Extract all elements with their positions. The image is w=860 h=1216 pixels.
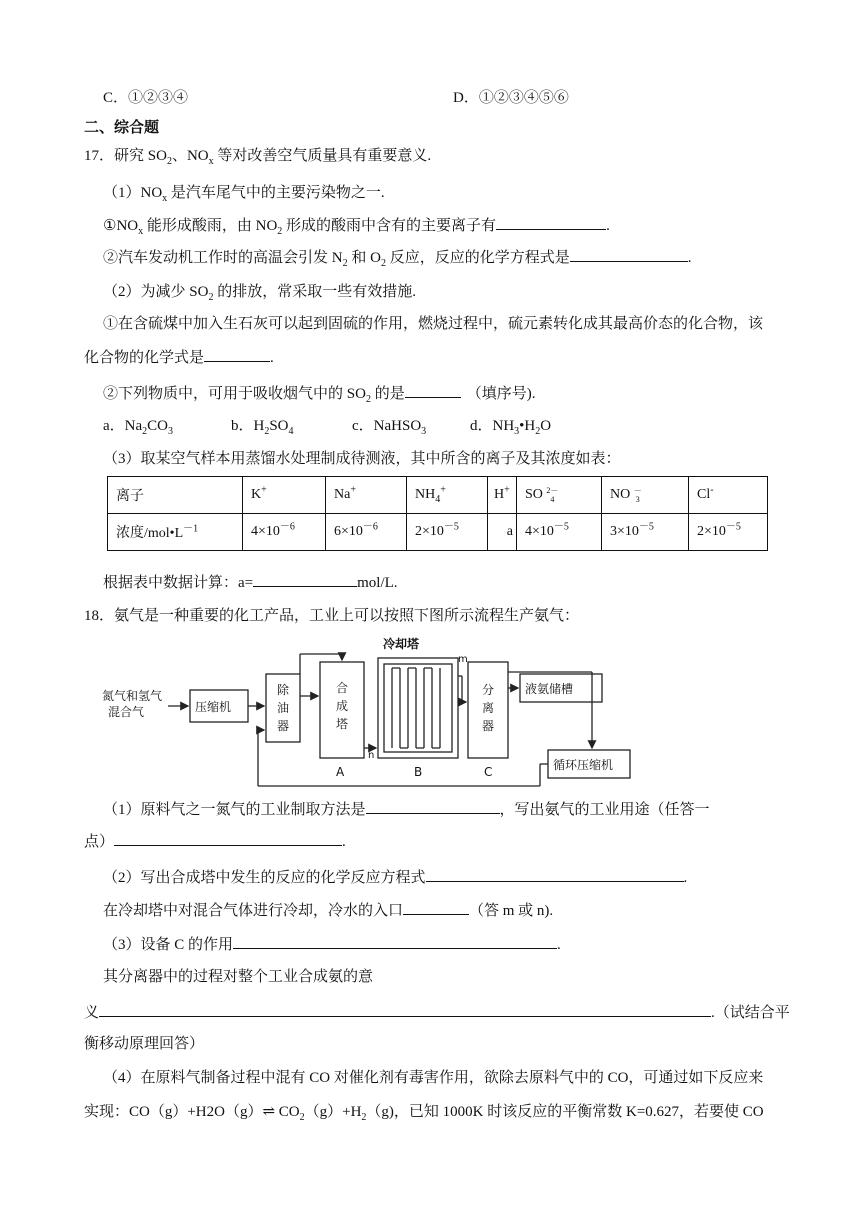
- table-cell: Cl-: [689, 477, 768, 514]
- q17-part1: $(1)NO_x$ 是汽车尾气中的主要污染物之一.: [103, 185, 385, 204]
- q18-text: 实现：CO（g）+H2O（g）⇌ CO: [84, 1104, 300, 1120]
- q18-text: （2）写出合成塔中发生的反应的化学反应方程式: [103, 870, 426, 886]
- q18-part2-cooling: [103, 899, 553, 921]
- q17-text: ①NO: [103, 218, 139, 234]
- section-title: 二、综合题: [84, 118, 160, 136]
- table-cell: [602, 514, 689, 551]
- diagram-label-a: A: [336, 765, 345, 779]
- cell-text: 4×10: [251, 524, 280, 539]
- cell-text: SO: [525, 487, 543, 503]
- cell-text: 6×10: [334, 524, 363, 539]
- q17-text: 的是: [370, 386, 405, 402]
- answer-blank[interactable]: [204, 346, 270, 362]
- diagram-label-c: C: [484, 765, 493, 779]
- q17-text: 反应，反应的化学方程式是: [385, 250, 570, 266]
- q18-text: （g)，已知 1000K 时该反应的平衡常数 K=0.627，若要使 CO: [366, 1104, 764, 1120]
- table-cell: SO 2－ 4: [517, 477, 602, 514]
- q18-part3-line3: [84, 1001, 790, 1023]
- answer-blank[interactable]: [496, 214, 606, 230]
- option-c-label: C．: [103, 90, 129, 106]
- diagram-label-n: n: [368, 750, 375, 761]
- q17-text: ②下列物质中，可用于吸收烟气中的 SO: [103, 386, 366, 402]
- q18-part2: [103, 866, 687, 888]
- cell-text: 2×10: [697, 524, 726, 539]
- diagram-label-m: m: [458, 654, 468, 665]
- q18-number: 18．: [84, 608, 115, 624]
- q18-part3: [103, 933, 561, 955]
- table-cell: $NH_4^+$: [407, 477, 488, 514]
- answer-blank[interactable]: [426, 866, 684, 882]
- q18-text: .: [683, 870, 688, 886]
- cell-text: K: [251, 487, 262, 502]
- cell-text: NO: [610, 487, 631, 503]
- q18-text: （g）+H: [304, 1104, 362, 1120]
- q18-text: 氨气是一种重要的化工产品，工业上可以按照下图所示流程生产氨气：: [114, 608, 580, 624]
- table-cell: Na+: [326, 477, 407, 514]
- diagram-oil-remover: 除: [277, 683, 290, 697]
- diagram-recycle: 循环压缩机: [553, 758, 614, 772]
- q17-stem-part: 等对改善空气质量具有重要意义.: [213, 148, 432, 164]
- diagram-separator: 离: [482, 701, 495, 715]
- table-cell: [326, 514, 407, 551]
- diagram-input-line2: 混合气: [108, 705, 145, 719]
- q18-text: 义: [84, 1005, 100, 1021]
- diagram-separator: 分: [482, 683, 495, 697]
- choice-text: b．H: [231, 418, 265, 434]
- q18-part4-line1: （4）在原料气制备过程中混有 CO 对催化剂有毒害作用，欲除去原料气中的 CO，可通过如下反应来: [103, 1070, 764, 1086]
- cell-text: NH: [415, 487, 436, 502]
- cell-exp: －5: [725, 521, 741, 533]
- choice-b: b．$H_2SO_4$: [231, 418, 294, 437]
- answer-blank[interactable]: [233, 933, 557, 949]
- cell-text: 浓度/mol•L: [116, 526, 184, 541]
- table-cell: [243, 514, 326, 551]
- q17-text: 化合物的化学式是: [84, 350, 205, 366]
- diagram-oil-remover: 器: [277, 719, 290, 733]
- q18-text: .（试结合平: [711, 1005, 790, 1021]
- cell-exp: －6: [362, 521, 378, 533]
- option-d: [453, 88, 569, 108]
- q17-stem-part: 研究 SO: [114, 148, 167, 164]
- choice-a: a．$Na_2CO_3$: [103, 418, 173, 437]
- answer-blank[interactable]: [405, 382, 461, 398]
- table-cell: NO － 3: [602, 477, 689, 514]
- q17-calc: [103, 571, 398, 593]
- q18-text: .: [557, 937, 561, 953]
- cell-exp: －6: [279, 521, 295, 533]
- answer-blank[interactable]: [403, 899, 469, 915]
- q17-part3: （3）取某空气样本用蒸馏水处理制成待测液，其中所含的离子及其浓度如表：: [103, 451, 621, 467]
- q18-text: ，写出氨气的工业用途（任答一: [499, 802, 710, 818]
- diagram-synth-tower: 合: [336, 681, 349, 695]
- q18-part3-line2: 其分离器中的过程对整个工业合成氨的意: [103, 969, 374, 985]
- table-cell: [407, 514, 488, 551]
- choice-c: c．NaHSO$_3$: [352, 418, 427, 437]
- diagram-label-b: B: [414, 765, 423, 779]
- diagram-separator: 器: [482, 719, 495, 733]
- ion-concentration-table: [107, 476, 768, 551]
- cell-exp: －5: [443, 521, 459, 533]
- choice-text: SO: [269, 418, 289, 434]
- cell-text: Na: [334, 487, 351, 502]
- q17-part2: （2）为减少 $SO_2$ 的排放，常采取一些有效措施.: [103, 284, 416, 303]
- q17-number: 17．: [84, 148, 115, 164]
- option-d-label: D．: [453, 90, 479, 106]
- cell-text: 4×10: [525, 524, 554, 539]
- answer-blank[interactable]: [570, 246, 688, 262]
- q18-part4-line2: 实现：CO（g）+H2O（g）⇌ $CO_2(g)+H_2(g)$，已知 1000K 时该反应的平衡常数 K=0.627，若要使 CO: [84, 1104, 764, 1123]
- choice-text: •H: [519, 418, 536, 434]
- diagram-title: 冷却塔: [383, 637, 420, 651]
- q17-text: 能形成酸雨，由 NO: [143, 218, 278, 234]
- choice-text: O: [540, 418, 552, 434]
- q18-stem: [84, 606, 579, 626]
- q18-text: （3）设备 C 的作用: [103, 937, 234, 953]
- q17-text: （1）NO: [103, 185, 163, 201]
- table-cell: [517, 514, 602, 551]
- choice-d: d．$NH_3•H_2O$: [470, 418, 552, 437]
- q18-part3-line4: 衡移动原理回答）: [84, 1036, 205, 1052]
- cell-text: 离子: [116, 489, 144, 504]
- table-cell: [108, 477, 243, 514]
- choice-text: c．NaHSO: [352, 418, 422, 434]
- diagram-compressor: 压缩机: [195, 700, 232, 714]
- cell-text: H: [494, 487, 505, 502]
- q17-text: mol/L.: [357, 575, 398, 591]
- q17-part2-1-line2: [84, 346, 274, 368]
- q17-text: 形成的酸雨中含有的主要离子有: [282, 218, 497, 234]
- answer-blank[interactable]: [366, 798, 500, 814]
- diagram-storage: 液氨储槽: [525, 682, 574, 696]
- q18-text: 在冷却塔中对混合气体进行冷却，冷水的入口: [103, 903, 404, 919]
- choice-text: a．Na: [103, 418, 143, 434]
- choice-text: CO: [147, 418, 168, 434]
- q17-text: 是汽车尾气中的主要污染物之一.: [167, 185, 385, 201]
- diagram-synth-tower: 塔: [336, 717, 349, 731]
- diagram-oil-remover: 油: [277, 701, 290, 715]
- table-cell: 浓度$/mol•L^{-1}$: [108, 514, 243, 551]
- table-row: [108, 514, 768, 551]
- option-c: [103, 88, 188, 108]
- answer-blank[interactable]: [99, 1001, 711, 1017]
- q18-text: 点）: [84, 834, 115, 850]
- q18-part1-line1: [103, 798, 710, 820]
- cell-text: 3×10: [610, 524, 639, 539]
- q17-text: （2）为减少 SO: [103, 284, 209, 300]
- diagram-input-line1: 氮气和氢气: [102, 689, 163, 703]
- table-row: [108, 477, 768, 514]
- table-cell: [488, 514, 517, 551]
- q17-part2-2: ②下列物质中，可用于吸收烟气中的 $SO_2$ 的是 （填序号).: [103, 382, 535, 404]
- q18-text: .: [342, 834, 346, 850]
- q17-text: .: [606, 218, 610, 234]
- q17-text: （填序号).: [466, 386, 536, 402]
- q18-text: （1）原料气之一氮气的工业制取方法是: [103, 802, 366, 818]
- answer-blank[interactable]: [253, 571, 357, 587]
- q17-text: ②汽车发动机工作时的高温会引发 N: [103, 250, 343, 266]
- q17-text: 根据表中数据计算：a=: [103, 575, 254, 591]
- q17-part1-2: ②汽车发动机工作时的高温会引发 $N_2$ 和 $O_2$ 反应，反应的化学方程式是 .: [103, 246, 691, 268]
- cell-exp: －5: [638, 521, 654, 533]
- cell-exp: －5: [553, 521, 569, 533]
- cell-text: a: [506, 524, 513, 539]
- q17-text: 和 O: [347, 250, 381, 266]
- q17-part2-1-line1: ①在含硫煤中加入生石灰可以起到固硫的作用，燃烧过程中，硫元素转化成其最高价态的化合物，该: [103, 316, 764, 332]
- ammonia-process-diagram: [100, 630, 660, 792]
- q17-stem-part: 、NO: [171, 148, 209, 164]
- option-d-value: ①②③④⑤⑥: [478, 90, 569, 106]
- q18-text: （答 m 或 n).: [469, 903, 554, 919]
- q17-text: .: [687, 250, 692, 266]
- q18-part1-line2: [84, 830, 346, 852]
- option-c-value: ①②③④: [128, 90, 189, 106]
- choice-text: d．NH: [470, 418, 515, 434]
- cell-text: Cl: [697, 487, 711, 502]
- answer-blank[interactable]: [114, 830, 342, 846]
- table-cell: K+: [243, 477, 326, 514]
- diagram-synth-tower: 成: [336, 699, 349, 713]
- table-cell: [689, 514, 768, 551]
- table-cell: H+: [488, 477, 517, 514]
- q17-text: .: [270, 350, 274, 366]
- q17-part1-1: $①NO_x$ 能形成酸雨，由 $NO_2$ 形成的酸雨中含有的主要离子有 .: [103, 214, 610, 236]
- cell-text: 2×10: [415, 524, 444, 539]
- q17-text: 的排放，常采取一些有效措施.: [213, 284, 416, 300]
- q17-stem: 17．研究 $SO_2$、$NO_x$ 等对改善空气质量具有重要意义.: [84, 148, 432, 167]
